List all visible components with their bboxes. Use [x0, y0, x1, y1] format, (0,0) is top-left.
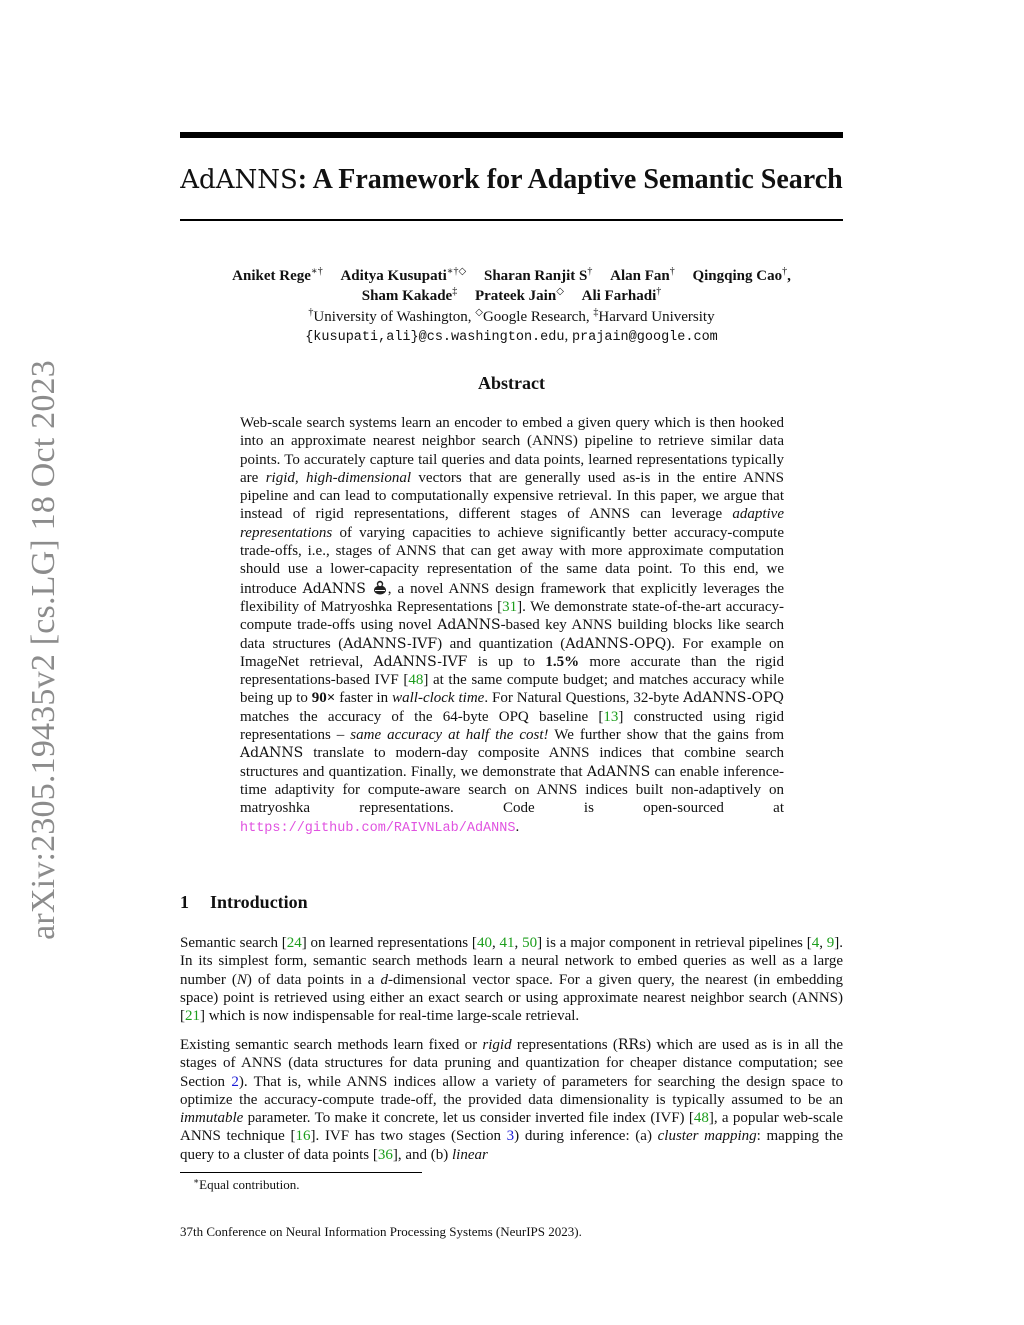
citation-link[interactable]: 24: [286, 935, 302, 951]
arxiv-identifier-stamp: arXiv:2305.19435v2 [cs.LG] 18 Oct 2023: [25, 360, 62, 940]
section-reference-link[interactable]: 3: [506, 1128, 515, 1145]
venue-footer: 37th Conference on Neural Information Processing Systems (NeurIPS 2023).: [180, 1224, 582, 1239]
citation-link[interactable]: 41: [499, 935, 515, 951]
citation-link[interactable]: 40: [476, 935, 492, 951]
author-list: [180, 266, 843, 306]
citation-link[interactable]: 50: [522, 935, 538, 951]
title-top-rule: [180, 132, 843, 138]
author: Sharan Ranjit S†: [484, 266, 593, 284]
citation-link[interactable]: 36: [377, 1146, 393, 1163]
citation-link[interactable]: 9: [826, 935, 835, 951]
title-bottom-rule: [180, 219, 843, 221]
citation-link[interactable]: 16: [295, 1128, 311, 1145]
matryoshka-doll-icon: [372, 579, 388, 595]
author: Ali Farhadi†: [581, 286, 662, 304]
citation-link[interactable]: 48: [408, 672, 424, 689]
affiliations: †University of Washington, ◇Google Research, ‡Harvard University: [308, 307, 715, 325]
section-reference-link[interactable]: 2: [231, 1073, 239, 1090]
author-emails: {kusupati,ali}@cs.washington.edu, prajain@google.com: [305, 328, 718, 345]
citation-link[interactable]: 31: [502, 598, 518, 615]
intro-paragraph-1: Semantic search [24] on learned representations [40, 41, 50] is a major component in retrieval pipelines [4, 9]. In its simplest form, semantic search methods learn a neural network to embed queries as well as a large number (N) of data points in a d-dimensional vector space. For a given query, the nearest (in embedding space) point is retrieved using either an exact search or using approximate nearest neighbor search (ANNS) [21] which is now indispensable for real-time large-scale retrieval.: [180, 935, 844, 1025]
citation-link[interactable]: 21: [185, 1008, 200, 1025]
intro-paragraph-2: Existing semantic search methods learn fixed or rigid representations (RRs) which are used as is in all the stages of ANNS (data structures for data pruning and quantization for cheaper distance computation; see Section 2). That is, while ANNS indices allow a variety of parameters for searching the design space to optimize the accuracy-compute trade-off, the provided data dimensionality is typically assumed to be an immutable parameter. To make it concrete, let us consider inverted file index (IVF) [48], a popular web-scale ANNS technique [16]. IVF has two stages (Section 3) during inference: (a) cluster mapping: mapping the query to a cluster of data points [36], and (b) linear: [180, 1037, 844, 1163]
author: Sham Kakade‡: [361, 286, 458, 304]
citation-link[interactable]: 13: [603, 708, 619, 725]
paper-title: [180, 160, 843, 200]
title-rest: : A Framework for Adaptive Semantic Search: [297, 164, 843, 195]
author: Prateek Jain◇: [474, 286, 564, 304]
email-google[interactable]: prajain@google.com: [571, 330, 718, 345]
footnote-equal-contribution: ∗Equal contribution.: [193, 1176, 300, 1192]
title-system-name: AdANNS: [180, 165, 298, 195]
author: Aditya Kusupati∗†◇: [340, 266, 467, 284]
footnote-rule: [180, 1172, 422, 1173]
citation-link[interactable]: 48: [693, 1110, 709, 1127]
author: Aniket Rege∗†: [232, 266, 323, 284]
abstract-body: Web-scale search systems learn an encoder to embed a given query which is then hooked into an approximate nearest neighbor search (ANNS) pipeline to retrieve similar data points. To accurately capture tail queries and data points, learned representations typically are rigid, high-dimensional vectors that are generally used as-is in the entire ANNS pipeline and can lead to computationally expensive retrieval. In this paper, we argue that instead of rigid representations, different stages of ANNS can leverage adaptive representations of varying capacities to achieve significantly better accuracy-compute trade-offs, i.e., stages of ANNS that can get away with more approximate computation should use a lower-capacity representation of the same data point. To this end, we introduce AdANNS , a novel ANNS design framework that explicitly leverages the flexibility of Matryoshka Representations [31]. We demonstrate state-of-the-art accuracy-compute trade-offs using novel AdANNS-based key ANNS building blocks like search data structures (AdANNS-IVF) and quantization (AdANNS-OPQ). For example on ImageNet retrieval, AdANNS-IVF is up to 1.5% more accurate than the rigid representations-based IVF [48] at the same compute budget; and matches accuracy while being up to 90× faster in wall-clock time. For Natural Questions, 32-byte AdANNS-OPQ matches the accuracy of the 64-byte OPQ baseline [13] constructed using rigid representations – same accuracy at half the cost! We further show that the gains from AdANNS translate to modern-day composite ANNS indices that combine search structures and quantization. Finally, we demonstrate that AdANNS can enable inference-time adaptivity for compute-aware search on ANNS indices built non-adaptively on matryoshka representations. Code is open-sourced at https://github.com/RAIVNLab/AdANNS.: [240, 415, 785, 836]
abstract-heading: Abstract: [478, 373, 545, 393]
author: Alan Fan†: [610, 266, 675, 284]
author: Qingqing Cao†,: [692, 266, 791, 284]
code-repository-link[interactable]: https://github.com/RAIVNLab/AdANNS: [240, 820, 516, 836]
citation-link[interactable]: 4: [811, 935, 820, 951]
email-washington[interactable]: {kusupati,ali}@cs.washington.edu: [305, 330, 565, 345]
section-heading-introduction: 1 Introduction: [180, 892, 308, 912]
